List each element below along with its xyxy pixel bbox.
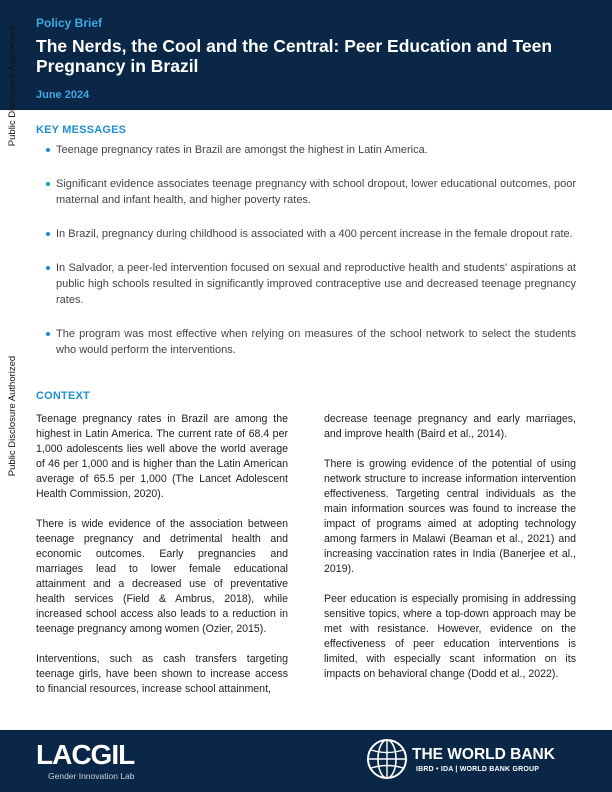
- disclosure-label-middle: Public Disclosure Authorized: [7, 355, 18, 477]
- context-paragraph: decrease teenage pregnancy and early marriages, and improve health (Baird et al., 2014).: [324, 413, 576, 440]
- document-type: Policy Brief: [36, 16, 103, 30]
- publication-date: June 2024: [36, 89, 90, 101]
- lacgil-logo: [36, 740, 134, 781]
- disclosure-label-top: Public Disclosure Authorized: [7, 25, 18, 147]
- key-message-item: In Brazil, pregnancy during childhood is associated with a 400 percent increase in the female dropout rate.: [36, 226, 576, 242]
- globe-icon: [366, 738, 408, 780]
- key-message-item: Teenage pregnancy rates in Brazil are amongst the highest in Latin America.: [36, 142, 576, 158]
- context-heading: CONTEXT: [36, 390, 90, 402]
- footer-banner: [0, 730, 612, 792]
- lacgil-subtitle: Gender Innovation Lab: [48, 771, 135, 781]
- context-column-left: [36, 412, 288, 712]
- header-banner: [0, 0, 612, 110]
- key-messages-heading: KEY MESSAGES: [36, 124, 127, 136]
- key-message-item: Significant evidence associates teenage pregnancy with school dropout, lower educational outcomes, poor maternal and infant health, and higher poverty rates.: [36, 176, 576, 208]
- context-column-right: [324, 412, 576, 697]
- key-messages-list: [36, 142, 576, 358]
- context-paragraph: There is growing evidence of the potential of using network structure to increase information intervention effectiveness. Targeting central individuals as the main information sources was found to increase the impact of programs aimed at adopting technology among farmers in Malawi (Beaman et al., 2021) and increasing vaccination rates in India (Banerjee et al., 2019).: [324, 458, 576, 575]
- world-bank-logo: [366, 738, 586, 782]
- context-paragraph: Interventions, such as cash transfers targeting teenage girls, have been shown to increase access to financial resources, increase school attainment,: [36, 653, 288, 695]
- world-bank-name: THE WORLD BANK: [412, 746, 555, 763]
- context-paragraph: Teenage pregnancy rates in Brazil are among the highest in Latin America. The current rate of 68.4 per 1,000 adolescents lies well above the world average of 46 per 1,000 and is higher than the Latin American average of 65.5 per 1,000 (The Lancet Adolescent Health Commission, 2020).: [36, 413, 288, 500]
- context-paragraph: There is wide evidence of the association between teenage pregnancy and detrimental health and economic outcomes. Early pregnancies and marriages lead to lower female educational attainment and a decreased use of preventative health services (Field & Ambrus, 2018), while increased school access also leads to a reduction in teenage pregnancy among women (Ozier, 2015).: [36, 518, 288, 635]
- key-message-item: In Salvador, a peer-led intervention focused on sexual and reproductive health and students' aspirations at public high schools resulted in significantly improved contraceptive use and decreased teenage pregnancy rates.: [36, 260, 576, 308]
- lacgil-brand: LACGIL: [36, 739, 135, 770]
- context-paragraph: Peer education is especially promising in addressing sensitive topics, where a top-down approach may be met with resistance. However, evidence on the effectiveness of peer education interventions is limited, with especially scant information on its impacts on behavioral change (Dodd et al., 2022).: [324, 593, 576, 680]
- world-bank-tagline: IBRD • IDA | WORLD BANK GROUP: [416, 766, 540, 773]
- key-message-item: The program was most effective when relying on measures of the school network to select the students who would perform the interventions.: [36, 326, 576, 358]
- page-title: The Nerds, the Cool and the Central: Peer Education and Teen Pregnancy in Brazil: [36, 36, 553, 76]
